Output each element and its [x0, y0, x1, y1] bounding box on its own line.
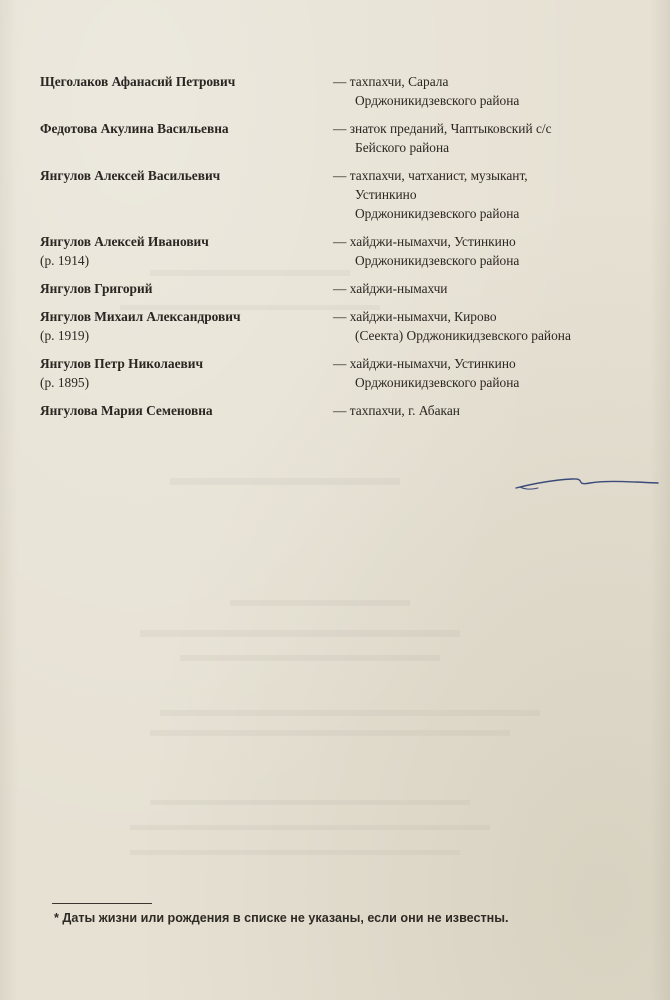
informant-description: [333, 119, 640, 157]
list-item: [40, 232, 640, 270]
informant-name: Янгулов Алексей Васильевич: [40, 168, 221, 183]
informant-name-cell: [40, 166, 333, 223]
informant-dates: (р. 1895): [40, 375, 90, 390]
informant-name: Янгулов Григорий: [40, 281, 153, 296]
description-line: — тахпахчи, Сарала: [333, 74, 449, 89]
informant-dates: (р. 1914): [40, 253, 90, 268]
description-line: Орджоникидзевского района: [355, 206, 520, 221]
informant-name: Щеголаков Афанасий Петрович: [40, 74, 236, 89]
informant-dates: (р. 1919): [40, 328, 90, 343]
list-item: [40, 307, 640, 345]
description-line: — хайджи-нымахчи, Устинкино: [333, 356, 516, 371]
informants-list: [40, 72, 640, 429]
description-line: — тахпахчи, чатханист, музыкант,: [333, 168, 528, 183]
informant-name-cell: [40, 307, 333, 345]
list-item: [40, 354, 640, 392]
informant-name-cell: [40, 279, 333, 298]
informant-name: Федотова Акулина Васильевна: [40, 121, 229, 136]
handwritten-signature: [512, 466, 662, 496]
description-line: — тахпахчи, г. Абакан: [333, 403, 460, 418]
list-item: [40, 119, 640, 157]
informant-name-cell: [40, 72, 333, 110]
informant-name-cell: [40, 232, 333, 270]
description-line: Бейского района: [355, 140, 450, 155]
list-item: [40, 279, 640, 298]
description-line: — хайджи-нымахчи, Кирово: [333, 309, 497, 324]
informant-name-cell: [40, 354, 333, 392]
description-line: (Сеекта) Орджоникидзевского района: [355, 328, 571, 343]
informant-description: [333, 354, 640, 392]
description-line: — знаток преданий, Чаптыковский с/с: [333, 121, 552, 136]
informant-description: [333, 307, 640, 345]
footnote: * Даты жизни или рождения в списке не указаны, если они не известны.: [54, 911, 509, 925]
informant-description: [333, 72, 640, 110]
list-item: [40, 166, 640, 223]
informant-name-cell: [40, 119, 333, 157]
informant-name: Янгулов Алексей Иванович: [40, 234, 209, 249]
informant-name: Янгулова Мария Семеновна: [40, 403, 213, 418]
informant-description: [333, 232, 640, 270]
description-line: Орджоникидзевского района: [355, 375, 520, 390]
informant-name: Янгулов Петр Николаевич: [40, 356, 204, 371]
informant-description: [333, 401, 640, 420]
informant-description: [333, 166, 640, 223]
informant-name: Янгулов Михаил Александрович: [40, 309, 241, 324]
footnote-divider: [52, 903, 152, 904]
description-line: Орджоникидзевского района: [355, 253, 520, 268]
description-line: Устинкино: [355, 187, 417, 202]
description-line: — хайджи-нымахчи: [333, 281, 448, 296]
informant-name-cell: [40, 401, 333, 420]
list-item: [40, 72, 640, 110]
description-line: — хайджи-нымахчи, Устинкино: [333, 234, 516, 249]
informant-description: [333, 279, 640, 298]
list-item: [40, 401, 640, 420]
description-line: Орджоникидзевского района: [355, 93, 520, 108]
